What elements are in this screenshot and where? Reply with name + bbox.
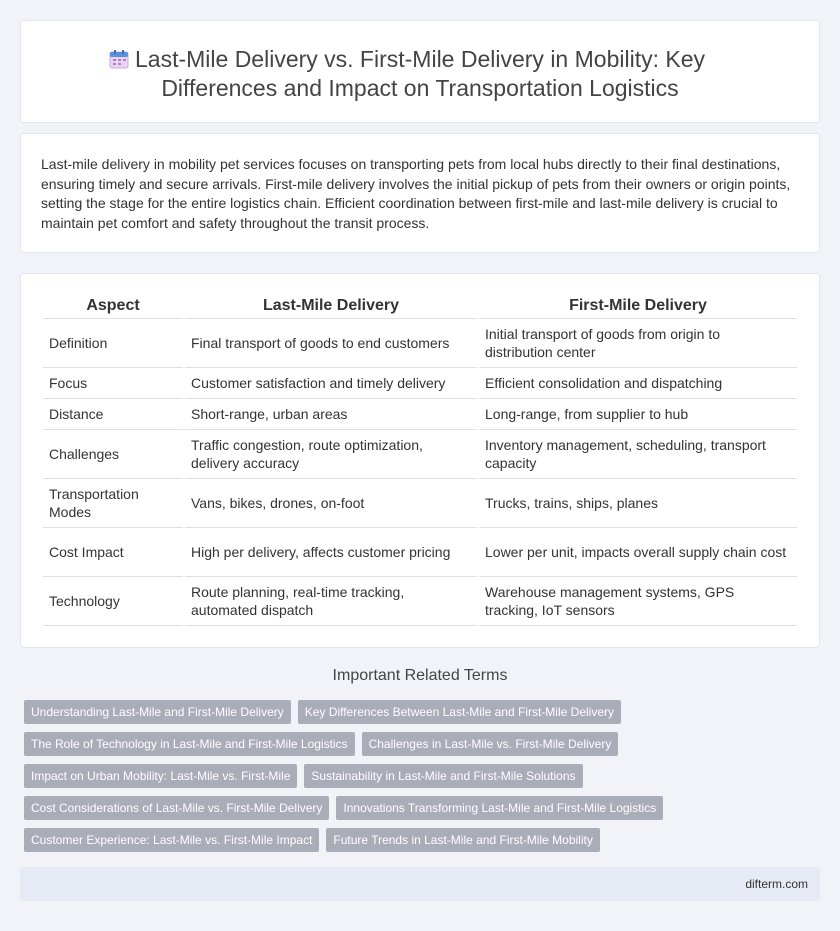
related-term-link[interactable]: Challenges in Last-Mile vs. First-Mile Delivery bbox=[362, 732, 619, 756]
table-cell: Inventory management, scheduling, transport capacity bbox=[479, 430, 797, 479]
related-term-link[interactable]: Innovations Transforming Last-Mile and First-Mile Logistics bbox=[336, 796, 663, 820]
related-term-link[interactable]: Sustainability in Last-Mile and First-Mile Solutions bbox=[304, 764, 582, 788]
related-term-link[interactable]: Key Differences Between Last-Mile and First-Mile Delivery bbox=[298, 700, 621, 724]
table-cell: Warehouse management systems, GPS tracking, IoT sensors bbox=[479, 577, 797, 626]
related-term-link[interactable]: The Role of Technology in Last-Mile and First-Mile Logistics bbox=[24, 732, 355, 756]
header-aspect: Aspect bbox=[43, 296, 183, 319]
related-term-link[interactable]: Future Trends in Last-Mile and First-Mile Mobility bbox=[326, 828, 599, 852]
table-cell: Cost Impact bbox=[43, 528, 183, 577]
title-card bbox=[20, 20, 820, 123]
related-terms-heading: Important Related Terms bbox=[332, 667, 508, 684]
table-header-row bbox=[43, 296, 797, 319]
table-cell: Lower per unit, impacts overall supply chain cost bbox=[479, 528, 797, 577]
tag-row bbox=[24, 828, 724, 852]
table-cell: High per delivery, affects customer pricing bbox=[185, 528, 477, 577]
related-terms-list bbox=[24, 700, 724, 860]
table-cell: Short-range, urban areas bbox=[185, 399, 477, 430]
table-cell: Challenges bbox=[43, 430, 183, 479]
table-cell: Transportation Modes bbox=[43, 479, 183, 528]
table-cell: Final transport of goods to end customers bbox=[185, 319, 477, 368]
footer bbox=[20, 867, 820, 901]
tag-row bbox=[24, 700, 724, 724]
header-first-mile: First-Mile Delivery bbox=[479, 296, 797, 319]
related-term-link[interactable]: Customer Experience: Last-Mile vs. First-Mile Impact bbox=[24, 828, 319, 852]
tag-row bbox=[24, 764, 724, 788]
table-cell: Focus bbox=[43, 368, 183, 399]
table-cell: Vans, bikes, drones, on-foot bbox=[185, 479, 477, 528]
table-cell: Route planning, real-time tracking, automated dispatch bbox=[185, 577, 477, 626]
table-row bbox=[43, 368, 797, 399]
comparison-card bbox=[20, 273, 820, 648]
tag-row bbox=[24, 796, 724, 820]
table-row bbox=[43, 319, 797, 368]
table-cell: Initial transport of goods from origin to distribution center bbox=[479, 319, 797, 368]
page-title: Last-Mile Delivery vs. First-Mile Delivery in Mobility: Key Differences and Impact on Transportation Logistics bbox=[135, 46, 705, 101]
header-last-mile: Last-Mile Delivery bbox=[185, 296, 477, 319]
related-term-link[interactable]: Cost Considerations of Last-Mile vs. First-Mile Delivery bbox=[24, 796, 329, 820]
table-cell: Definition bbox=[43, 319, 183, 368]
footer-site-link[interactable]: difterm.com bbox=[745, 877, 808, 891]
table-cell: Efficient consolidation and dispatching bbox=[479, 368, 797, 399]
comparison-table bbox=[41, 296, 799, 626]
tag-row bbox=[24, 732, 724, 756]
intro-card bbox=[20, 133, 820, 253]
table-cell: Trucks, trains, ships, planes bbox=[479, 479, 797, 528]
table-row bbox=[43, 577, 797, 626]
related-term-link[interactable]: Impact on Urban Mobility: Last-Mile vs. First-Mile bbox=[24, 764, 297, 788]
intro-paragraph: Last-mile delivery in mobility pet services focuses on transporting pets from local hubs directly to their final destinations, ensuring timely and secure arrivals. First-mile delivery involves the initial pickup of pets from their owners or origin points, setting the stage for the entire logistics chain. Efficient coordination between first-mile and last-mile delivery is crucial to maintain pet comfort and safety throughout the transit process. bbox=[41, 156, 791, 231]
table-cell: Traffic congestion, route optimization, delivery accuracy bbox=[185, 430, 477, 479]
table-cell: Customer satisfaction and timely delivery bbox=[185, 368, 477, 399]
table-cell: Distance bbox=[43, 399, 183, 430]
table-cell: Technology bbox=[43, 577, 183, 626]
related-term-link[interactable]: Understanding Last-Mile and First-Mile Delivery bbox=[24, 700, 291, 724]
table-row bbox=[43, 479, 797, 528]
table-row bbox=[43, 399, 797, 430]
table-row bbox=[43, 528, 797, 577]
table-cell: Long-range, from supplier to hub bbox=[479, 399, 797, 430]
table-row bbox=[43, 430, 797, 479]
